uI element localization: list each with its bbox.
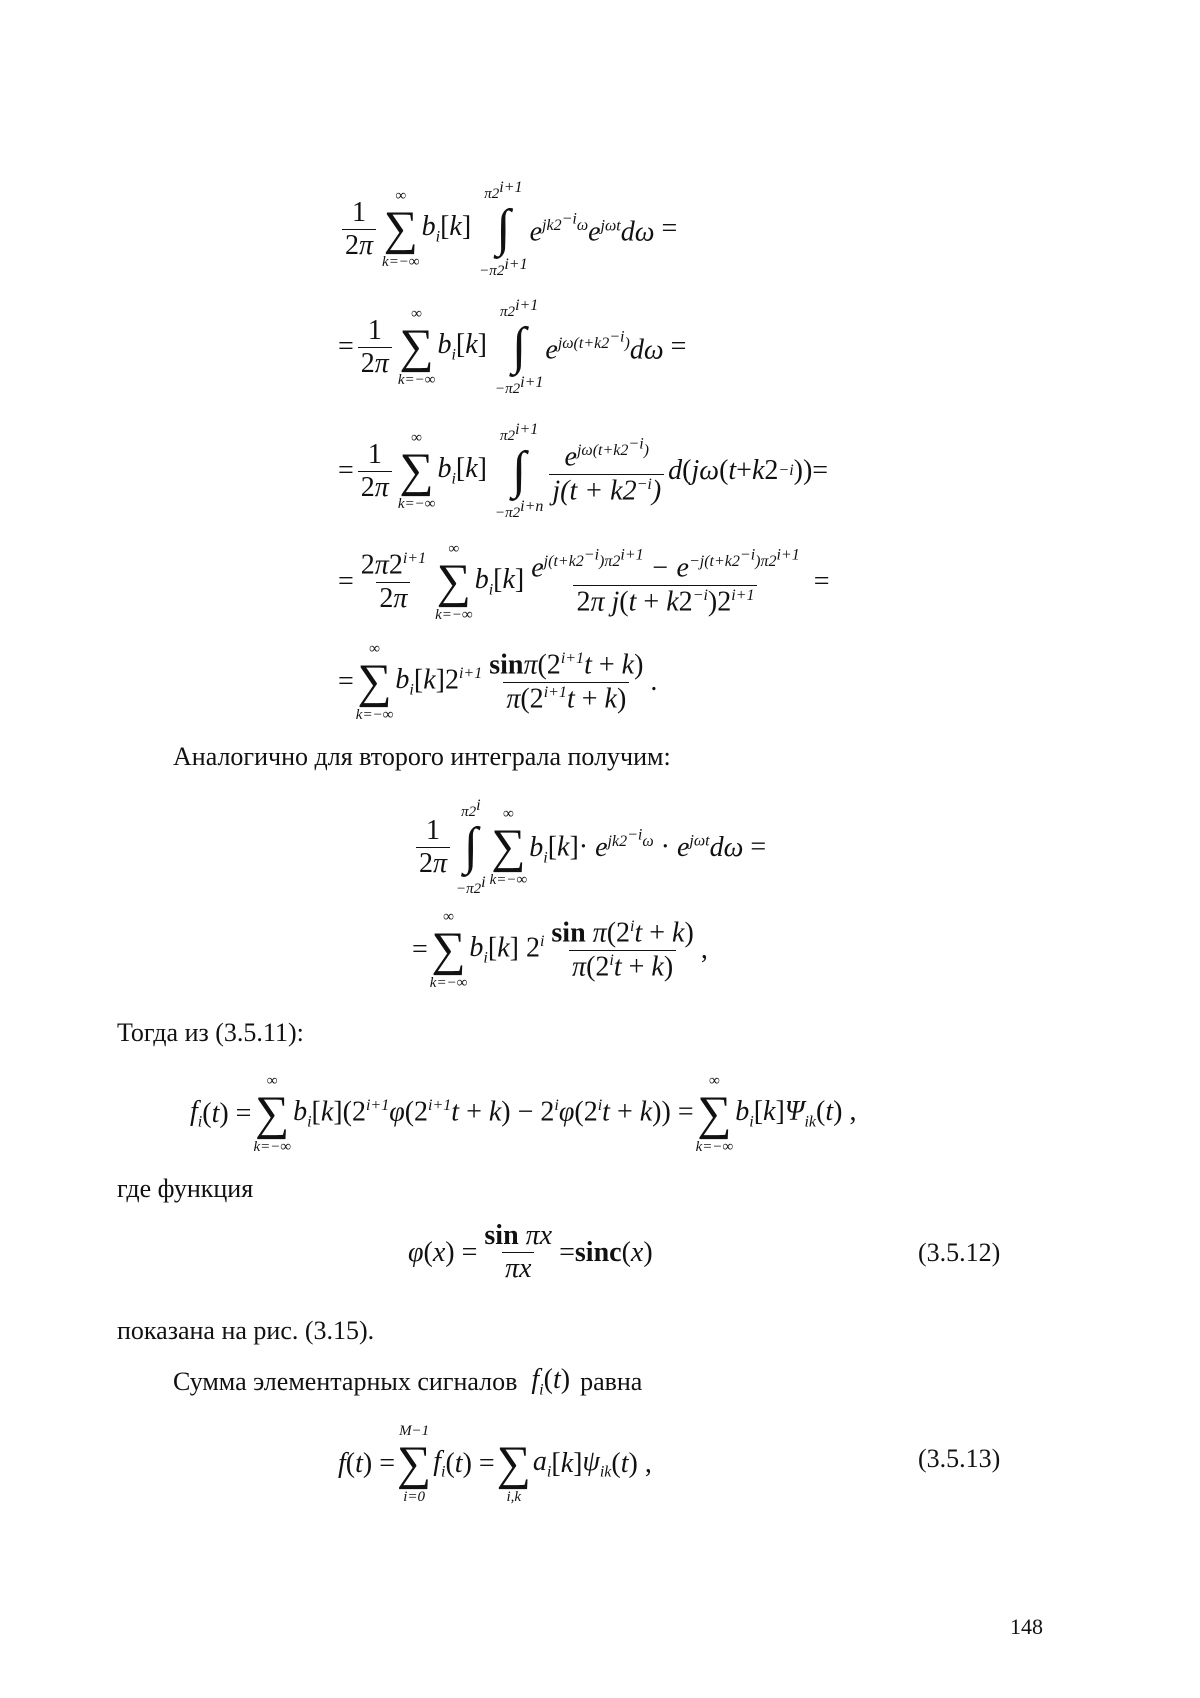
second-integral-line-1: $\frac{1}{2\pi}$ π2$^i$ ∫ $-\pi 2^i$ ∞ ∑ k=−∞ $b_i[k]\cdot e^{jk2^{-i}\omega} \cdot e^{j\omega t}d\omega$ = bbox=[412, 796, 766, 898]
paragraph-similarly: Аналогично для второго интеграла получим: bbox=[173, 742, 671, 771]
paragraph-then-from: Тогда из (3.5.11): bbox=[117, 1018, 304, 1047]
derivation-line-1: $\frac{1}{2\pi}$ ∞ ∑ k=−∞ $b_i[k]$ $\pi 2^{i+1}$ ∫ $-\pi 2^{i+1}$ $e^{jk2^{-i}\omega}e^{j\omega t}d\omega$ = bbox=[338, 178, 677, 280]
sinc-definition-equation: φ ( x ) = $\frac{\text{sin πx}}{\pi x}$ = sinc ( x ) bbox=[408, 1220, 653, 1284]
page-number: 148 bbox=[1010, 1614, 1043, 1639]
paragraph-sum-signals bbox=[173, 1366, 642, 1399]
equation-number-3-5-12: (3.5.12) bbox=[918, 1238, 1001, 1267]
derivation-line-3: = $\frac{1}{2\pi}$ ∞ ∑ k=−∞ $b_i[k]$ $\pi 2^{i+1}$ ∫ $-\pi 2^{i+n}$ $\frac{e^{j\omega(t+k2^{-i})}}{j(t + k2^{-i})}$ d ( jω ( t + k 2 −i ))= bbox=[338, 421, 829, 521]
paragraph-shown-on: показана на рис. (3.15). bbox=[117, 1316, 375, 1345]
paragraph-where-function: где функция bbox=[117, 1174, 254, 1203]
derivation-line-5: = ∞ ∑ k=−∞ $b_i[k]2^{i+1}$ $\frac{\sin\pi(2^{i+1}t + k)}{\pi(2^{i+1}t + k)}$ . bbox=[338, 641, 658, 723]
equals-word: равна bbox=[580, 1367, 643, 1397]
fi-inline-symbol: $f_i(t)$ bbox=[531, 1364, 571, 1399]
equation-number-3-5-13: (3.5.13) bbox=[918, 1444, 1001, 1473]
derivation-line-2: = $\frac{1}{2\pi}$ ∞ ∑ k=−∞ $b_i[k]$ $\pi 2^{i+1}$ ∫ $-\pi 2^{i+1}$ $e^{j\omega(t+k2^{-i})}d\omega$ = bbox=[338, 297, 687, 397]
second-integral-line-2: = ∞ ∑ k=−∞ $b_i[k]$ 2$^i$ $\frac{\sin \pi(2^it + k)}{\pi(2^it + k)}$ , bbox=[412, 909, 708, 991]
fi-expansion-equation: $f_i$ ( t ) = ∞ ∑ k=−∞ $b_i[k](2^{i+1}\varphi(2^{i+1}t + k) - 2^i\varphi(2^it + k))$ = ∞ ∑ k=−∞ $b_i[k]\Psi_{ik}(t)$ , bbox=[190, 1073, 857, 1155]
derivation-line-4: = $\frac{2\pi 2^{i+1}}{2\pi}$ ∞ ∑ k=−∞ $b_i[k]$ $\frac{e^{j(t+k2^{-i})\pi 2^{i+1}} - e^{-j(t+k2^{-i})\pi 2^{i+1}}}{2\pi j(t + k2^{-i})2^{i+1}}$ = bbox=[338, 541, 830, 623]
sum-signals-text: Сумма элементарных сигналов bbox=[173, 1367, 518, 1397]
total-signal-equation: f ( t ) = M−1 ∑ i=0 $f_i$ ( t ) = ∑ i,k $a_i$ [ k ] $\psi_{ik}$ ( t ) , bbox=[338, 1423, 652, 1505]
